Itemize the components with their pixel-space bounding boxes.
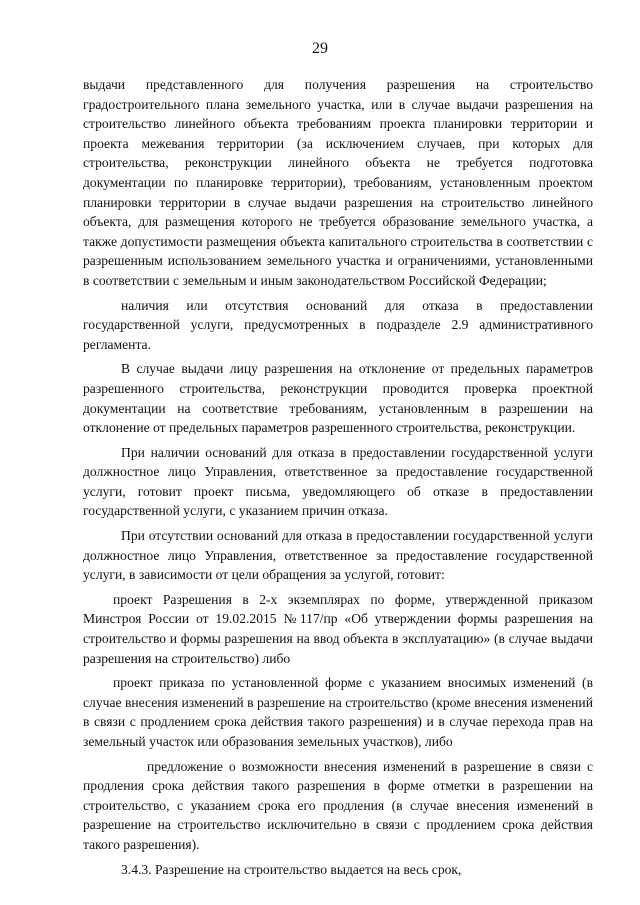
paragraph-deviation-permit: В случае выдачи лицу разрешения на отклонение от предельных параметров разрешенного строительства, реконструкции проводится проверка проектной документации на соответствие требованиям, установленным в разрешении на отклонение от предельных параметров разрешенного строительства, реконструкции.	[83, 361, 593, 436]
paragraph-permit-draft: проект Разрешения в 2-х экземплярах по форме, утвержденной приказом Минстроя России от 19.02.2015 №117/пр «Об утверждении формы разрешения на строительство и формы разрешения на ввод объекта в эксплуатацию» (в случае выдачи разрешения на строительство) либо	[83, 591, 593, 666]
paragraph-section-3-4-3: 3.4.3. Разрешение на строительство выдается на весь срок,	[121, 861, 462, 877]
paragraph-extension-proposal: предложение о возможности внесения изменений в разрешение в связи с продления срока действия такого разрешения в форме отметки в разрешении на строительство, с указанием срока его продления (в случае внесения изменений в разрешение на строительство исключительно в связи с продлением срока действия такого разрешения).	[83, 758, 593, 852]
document-body	[83, 75, 593, 879]
page-number: 29	[312, 40, 328, 57]
paragraph-no-grounds: При отсутствии оснований для отказа в предоставлении государственной услуги должностное лицо Управления, ответственное за предоставление государственной услуги, в зависимости от цели обращения за услугой, готовит:	[83, 528, 593, 583]
paragraph-order-draft: проект приказа по установленной форме с указанием вносимых изменений (в случае внесения изменений в разрешение на строительство (кроме внесения изменений в связи с продлением срока действия такого разрешения) и в случае перехода прав на земельный участок или образования земельных участков), либо	[83, 675, 593, 749]
paragraph-grounds-check: наличия или отсутствия оснований для отказа в предоставлении государственной услуги, предусмотренных в подразделе 2.9 административного регламента.	[83, 297, 593, 352]
paragraph-continuation: выдачи представленного для получения разрешения на строительство градостроительного плана земельного участка, или в случае выдачи разрешения на строительство линейного объекта требованиям проекта планировки территории и проекта межевания территории (за исключением случаев, при которых для строительства, реконструкции линейного объекта не требуется подготовка документации по планировке территории), требованиям, установленным проектом планировки территории в случае выдачи разрешения на строительство линейного объекта, для размещения которого не требуется образование земельного участка, а также допустимости размещения объекта капитального строительства в соответствии с разрешенным использованием земельного участка и ограничениями, установленными в соответствии с земельным и иным законодательством Российской Федерации;	[83, 77, 593, 288]
paragraph-refusal-letter: При наличии оснований для отказа в предоставлении государственной услуги должностное лицо Управления, ответственное за предоставление государственной услуги, готовит проект письма, уведомляющего об отказе в предоставлении государственной услуги, с указанием причин отказа.	[83, 444, 593, 519]
